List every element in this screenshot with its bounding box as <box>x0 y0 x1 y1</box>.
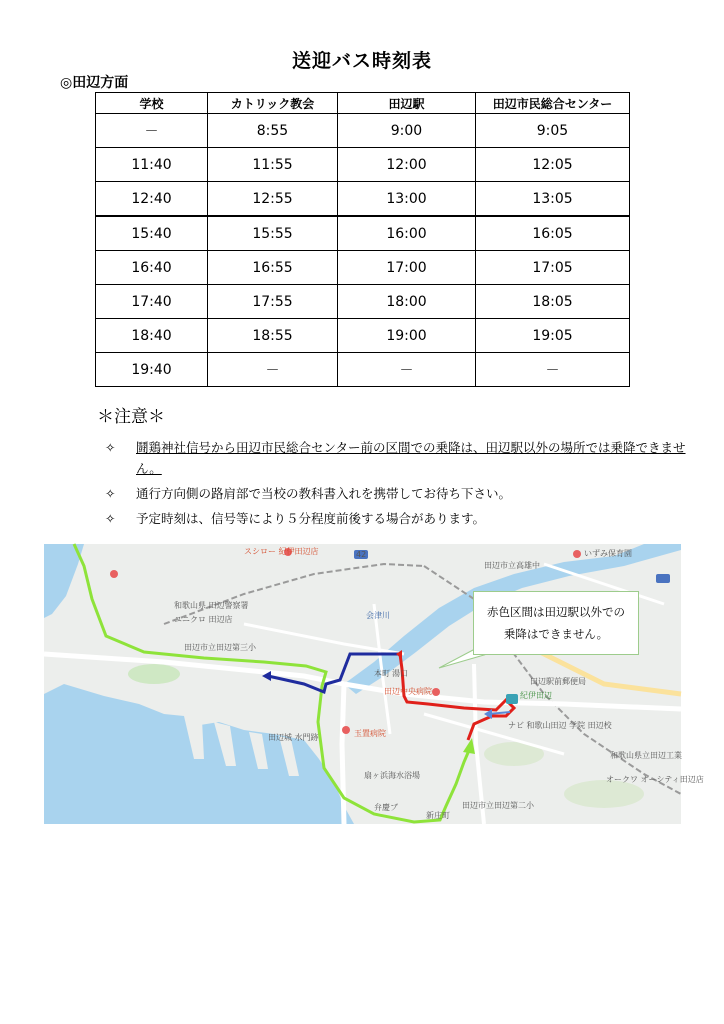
time-cell: 16:40 <box>96 251 208 285</box>
map-label: 本町 <box>374 669 390 678</box>
timetable-row <box>96 114 630 148</box>
time-cell: 13:05 <box>476 182 630 217</box>
time-cell: 15:55 <box>208 216 338 251</box>
time-cell: 16:00 <box>338 216 476 251</box>
time-cell: 11:40 <box>96 148 208 182</box>
map-label: 紀伊田辺 <box>520 691 552 700</box>
map-pin-icon <box>573 550 581 558</box>
header-catholic-church: カトリック教会 <box>208 93 338 114</box>
time-cell: 12:55 <box>208 182 338 217</box>
map-pin-icon <box>432 688 440 696</box>
map-label: 田辺中央病院 <box>384 687 432 696</box>
timetable-header-row <box>96 93 630 114</box>
note-text: 鬪鶏神社信号から田辺市民総合センター前の区間での乗降は、田辺駅以外の場所では乗降できません。 <box>136 440 686 476</box>
time-cell: 13:00 <box>338 182 476 217</box>
map-label: ユニクロ 田辺店 <box>174 615 233 624</box>
map-label: 42 <box>356 550 367 559</box>
timetable-row <box>96 319 630 353</box>
timetable-row <box>96 353 630 387</box>
time-cell: 12:40 <box>96 182 208 217</box>
bullet-icon: ✧ <box>105 486 116 501</box>
note-item <box>100 437 690 479</box>
map-label: 田辺市立田辺第三小 <box>184 643 256 652</box>
callout-line-1: 赤色区間は田辺駅以外での <box>487 605 625 619</box>
map-label: 田辺駅前郵便局 <box>530 677 586 686</box>
time-cell: 8:55 <box>208 114 338 148</box>
note-text: 通行方向側の路肩部で当校の教科書入れを携帯してお待ち下さい。 <box>136 486 512 501</box>
time-cell: 9:05 <box>476 114 630 148</box>
map-label: 扇ヶ浜海水浴場 <box>364 771 420 780</box>
map-pin-icon <box>110 570 118 578</box>
map-label: 田辺城 水門跡 <box>268 733 319 742</box>
map-label: スシロー 紀伊田辺店 <box>244 547 319 556</box>
time-cell: 19:05 <box>476 319 630 353</box>
map-label: 和歌山県立田辺工業 <box>610 751 682 760</box>
map-label: 和歌山県 田辺警察署 <box>174 601 249 610</box>
note-item <box>100 483 690 504</box>
time-cell: 16:05 <box>476 216 630 251</box>
route-map <box>44 544 704 824</box>
time-cell: 16:55 <box>208 251 338 285</box>
timetable <box>95 92 630 387</box>
time-cell: 9:00 <box>338 114 476 148</box>
map-label: 弁慶ブ <box>374 803 398 812</box>
time-cell: 19:40 <box>96 353 208 387</box>
time-cell: 15:40 <box>96 216 208 251</box>
time-cell: － <box>96 114 208 148</box>
map-label: 新庄町 <box>426 811 450 820</box>
note-item <box>100 508 690 529</box>
notes-list <box>100 437 690 533</box>
station-marker-icon <box>506 694 518 704</box>
time-cell: 18:40 <box>96 319 208 353</box>
map-pin-icon <box>342 726 350 734</box>
map-label: 田辺市立高雄中 <box>484 561 540 570</box>
time-cell: 17:05 <box>476 251 630 285</box>
time-cell: 12:05 <box>476 148 630 182</box>
map-label: 会津川 <box>366 611 390 620</box>
notes-heading: ＊注意＊ <box>97 407 165 427</box>
time-cell: 17:00 <box>338 251 476 285</box>
map-callout <box>473 591 639 655</box>
bullet-icon: ✧ <box>105 511 116 526</box>
time-cell: 18:05 <box>476 285 630 319</box>
map-label: いずみ保育園 <box>584 549 632 558</box>
timetable-row <box>96 148 630 182</box>
timetable-row <box>96 285 630 319</box>
map-label: 玉置病院 <box>354 729 386 738</box>
time-cell: 18:55 <box>208 319 338 353</box>
map-label: 田辺市立田辺第二小 <box>462 801 534 810</box>
time-cell: 12:00 <box>338 148 476 182</box>
timetable-row <box>96 251 630 285</box>
map-label: 湯口 <box>392 669 408 678</box>
map-label: ナビ 和歌山田辺 学院 田辺校 <box>508 721 612 730</box>
header-tanabe-station: 田辺駅 <box>338 93 476 114</box>
time-cell: 17:55 <box>208 285 338 319</box>
time-cell: 19:00 <box>338 319 476 353</box>
header-school: 学校 <box>96 93 208 114</box>
time-cell: － <box>476 353 630 387</box>
time-cell: 11:55 <box>208 148 338 182</box>
map-label: オークワ オーシティ田辺店 <box>606 775 704 784</box>
time-cell: 17:40 <box>96 285 208 319</box>
timetable-row <box>96 216 630 251</box>
callout-line-2: 乗降はできません。 <box>503 627 609 641</box>
note-text: 予定時刻は、信号等により５分程度前後する場合があります。 <box>136 511 486 526</box>
time-cell: － <box>208 353 338 387</box>
timetable-row <box>96 182 630 217</box>
section-heading: ◎田辺方面 <box>60 75 129 91</box>
bullet-icon: ✧ <box>105 440 116 455</box>
time-cell: 18:00 <box>338 285 476 319</box>
time-cell: － <box>338 353 476 387</box>
header-civic-center: 田辺市民総合センター <box>476 93 630 114</box>
page-title: 送迎バス時刻表 <box>291 50 432 72</box>
